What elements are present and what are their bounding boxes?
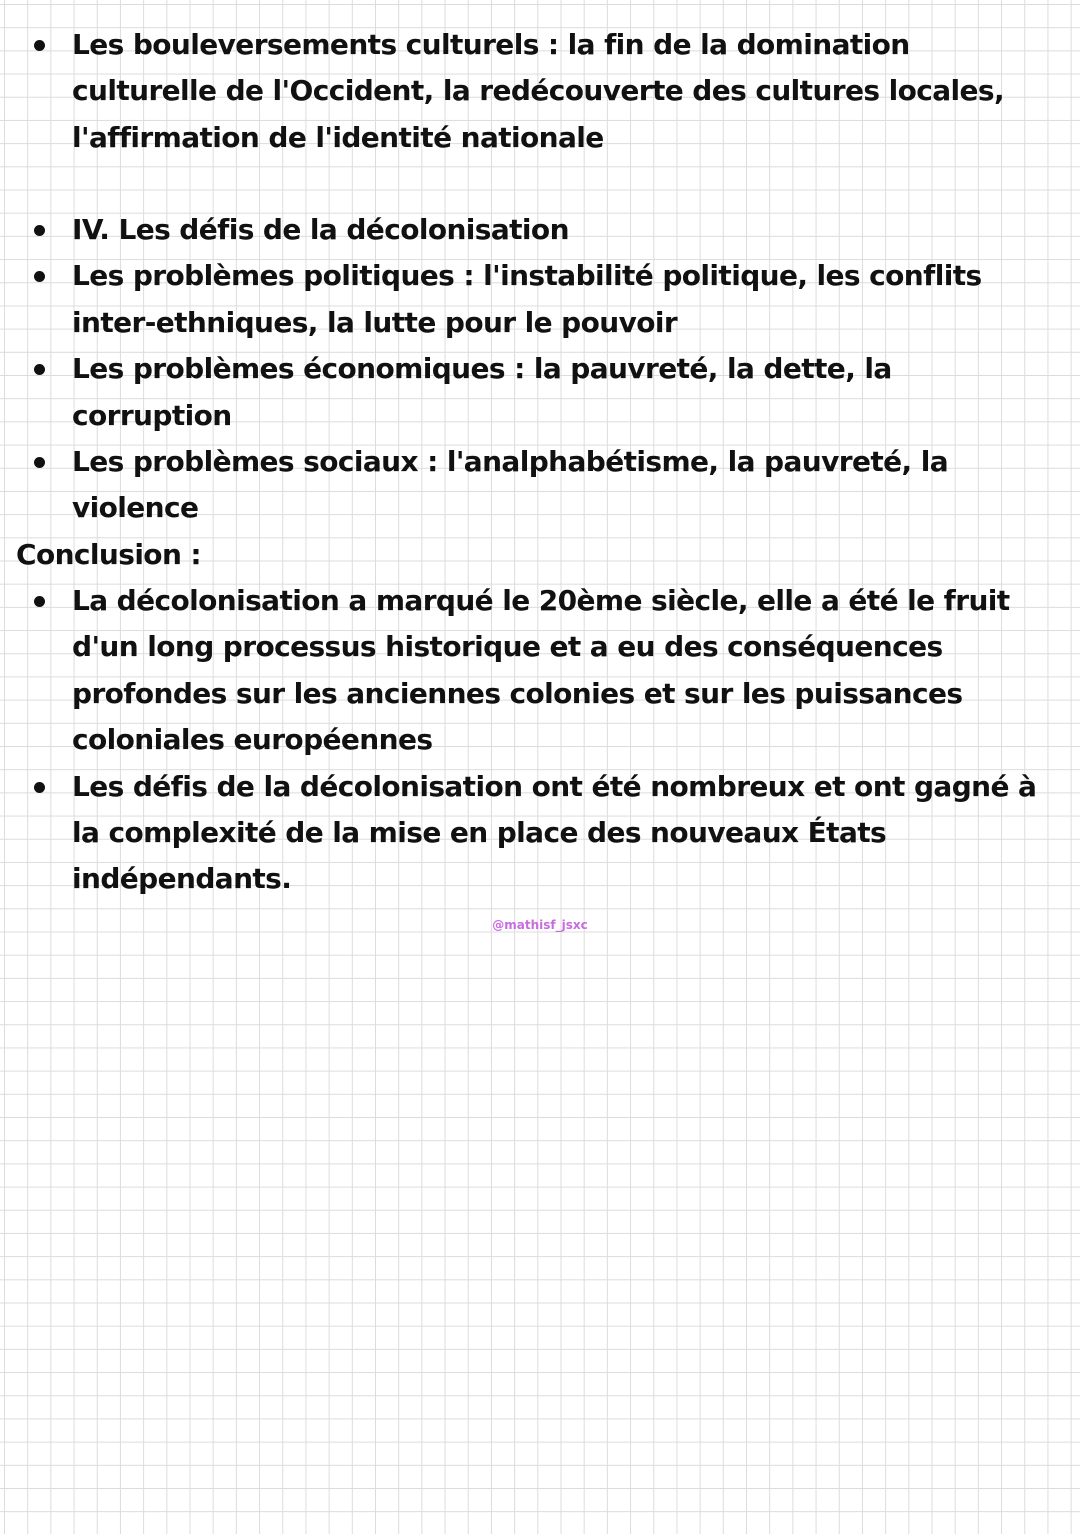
list-item (0, 764, 1080, 903)
conclusion-list (0, 578, 1080, 903)
list-item-text: Les problèmes politiques : l'instabilité politique, les conflits inter-ethniques, la lutte pour le pouvoir (72, 259, 982, 339)
list-item-text: Les bouleversements culturels : la fin de la domination culturelle de l'Occident, la redécouverte des cultures locales, l'affirmation de l'identité nationale (72, 28, 1005, 154)
list-item (0, 439, 1080, 532)
cultural-list (0, 22, 1080, 161)
bullet-icon (34, 457, 45, 468)
list-item (0, 253, 1080, 346)
list-item (0, 346, 1080, 439)
bullet-icon (34, 364, 45, 375)
section-title-item (0, 207, 1080, 253)
list-item-text: Les problèmes économiques : la pauvreté, la dette, la corruption (72, 352, 892, 432)
bullet-icon (34, 782, 45, 793)
conclusion-heading: Conclusion : (16, 538, 202, 571)
list-item-text: La décolonisation a marqué le 20ème siècle, elle a été le fruit d'un long processus historique et a eu des conséquences profondes sur les anciennes colonies et sur les puissances coloniales européennes (72, 584, 1010, 757)
list-item (0, 22, 1080, 161)
bullet-icon (34, 596, 45, 607)
list-item-text: Les problèmes sociaux : l'analphabétisme, la pauvreté, la violence (72, 445, 949, 525)
bullet-icon (34, 225, 45, 236)
bullet-icon (34, 40, 45, 51)
decolonisation-challenges-list (0, 207, 1080, 532)
list-item-text: IV. Les défis de la décolonisation (72, 213, 569, 246)
bullet-icon (34, 271, 45, 282)
list-item-text: Les défis de la décolonisation ont été nombreux et ont gagné à la complexité de la mise en place des nouveaux États indépendants. (72, 769, 1037, 896)
author-watermark: @mathisf_jsxc (492, 918, 588, 932)
list-item (0, 578, 1080, 764)
